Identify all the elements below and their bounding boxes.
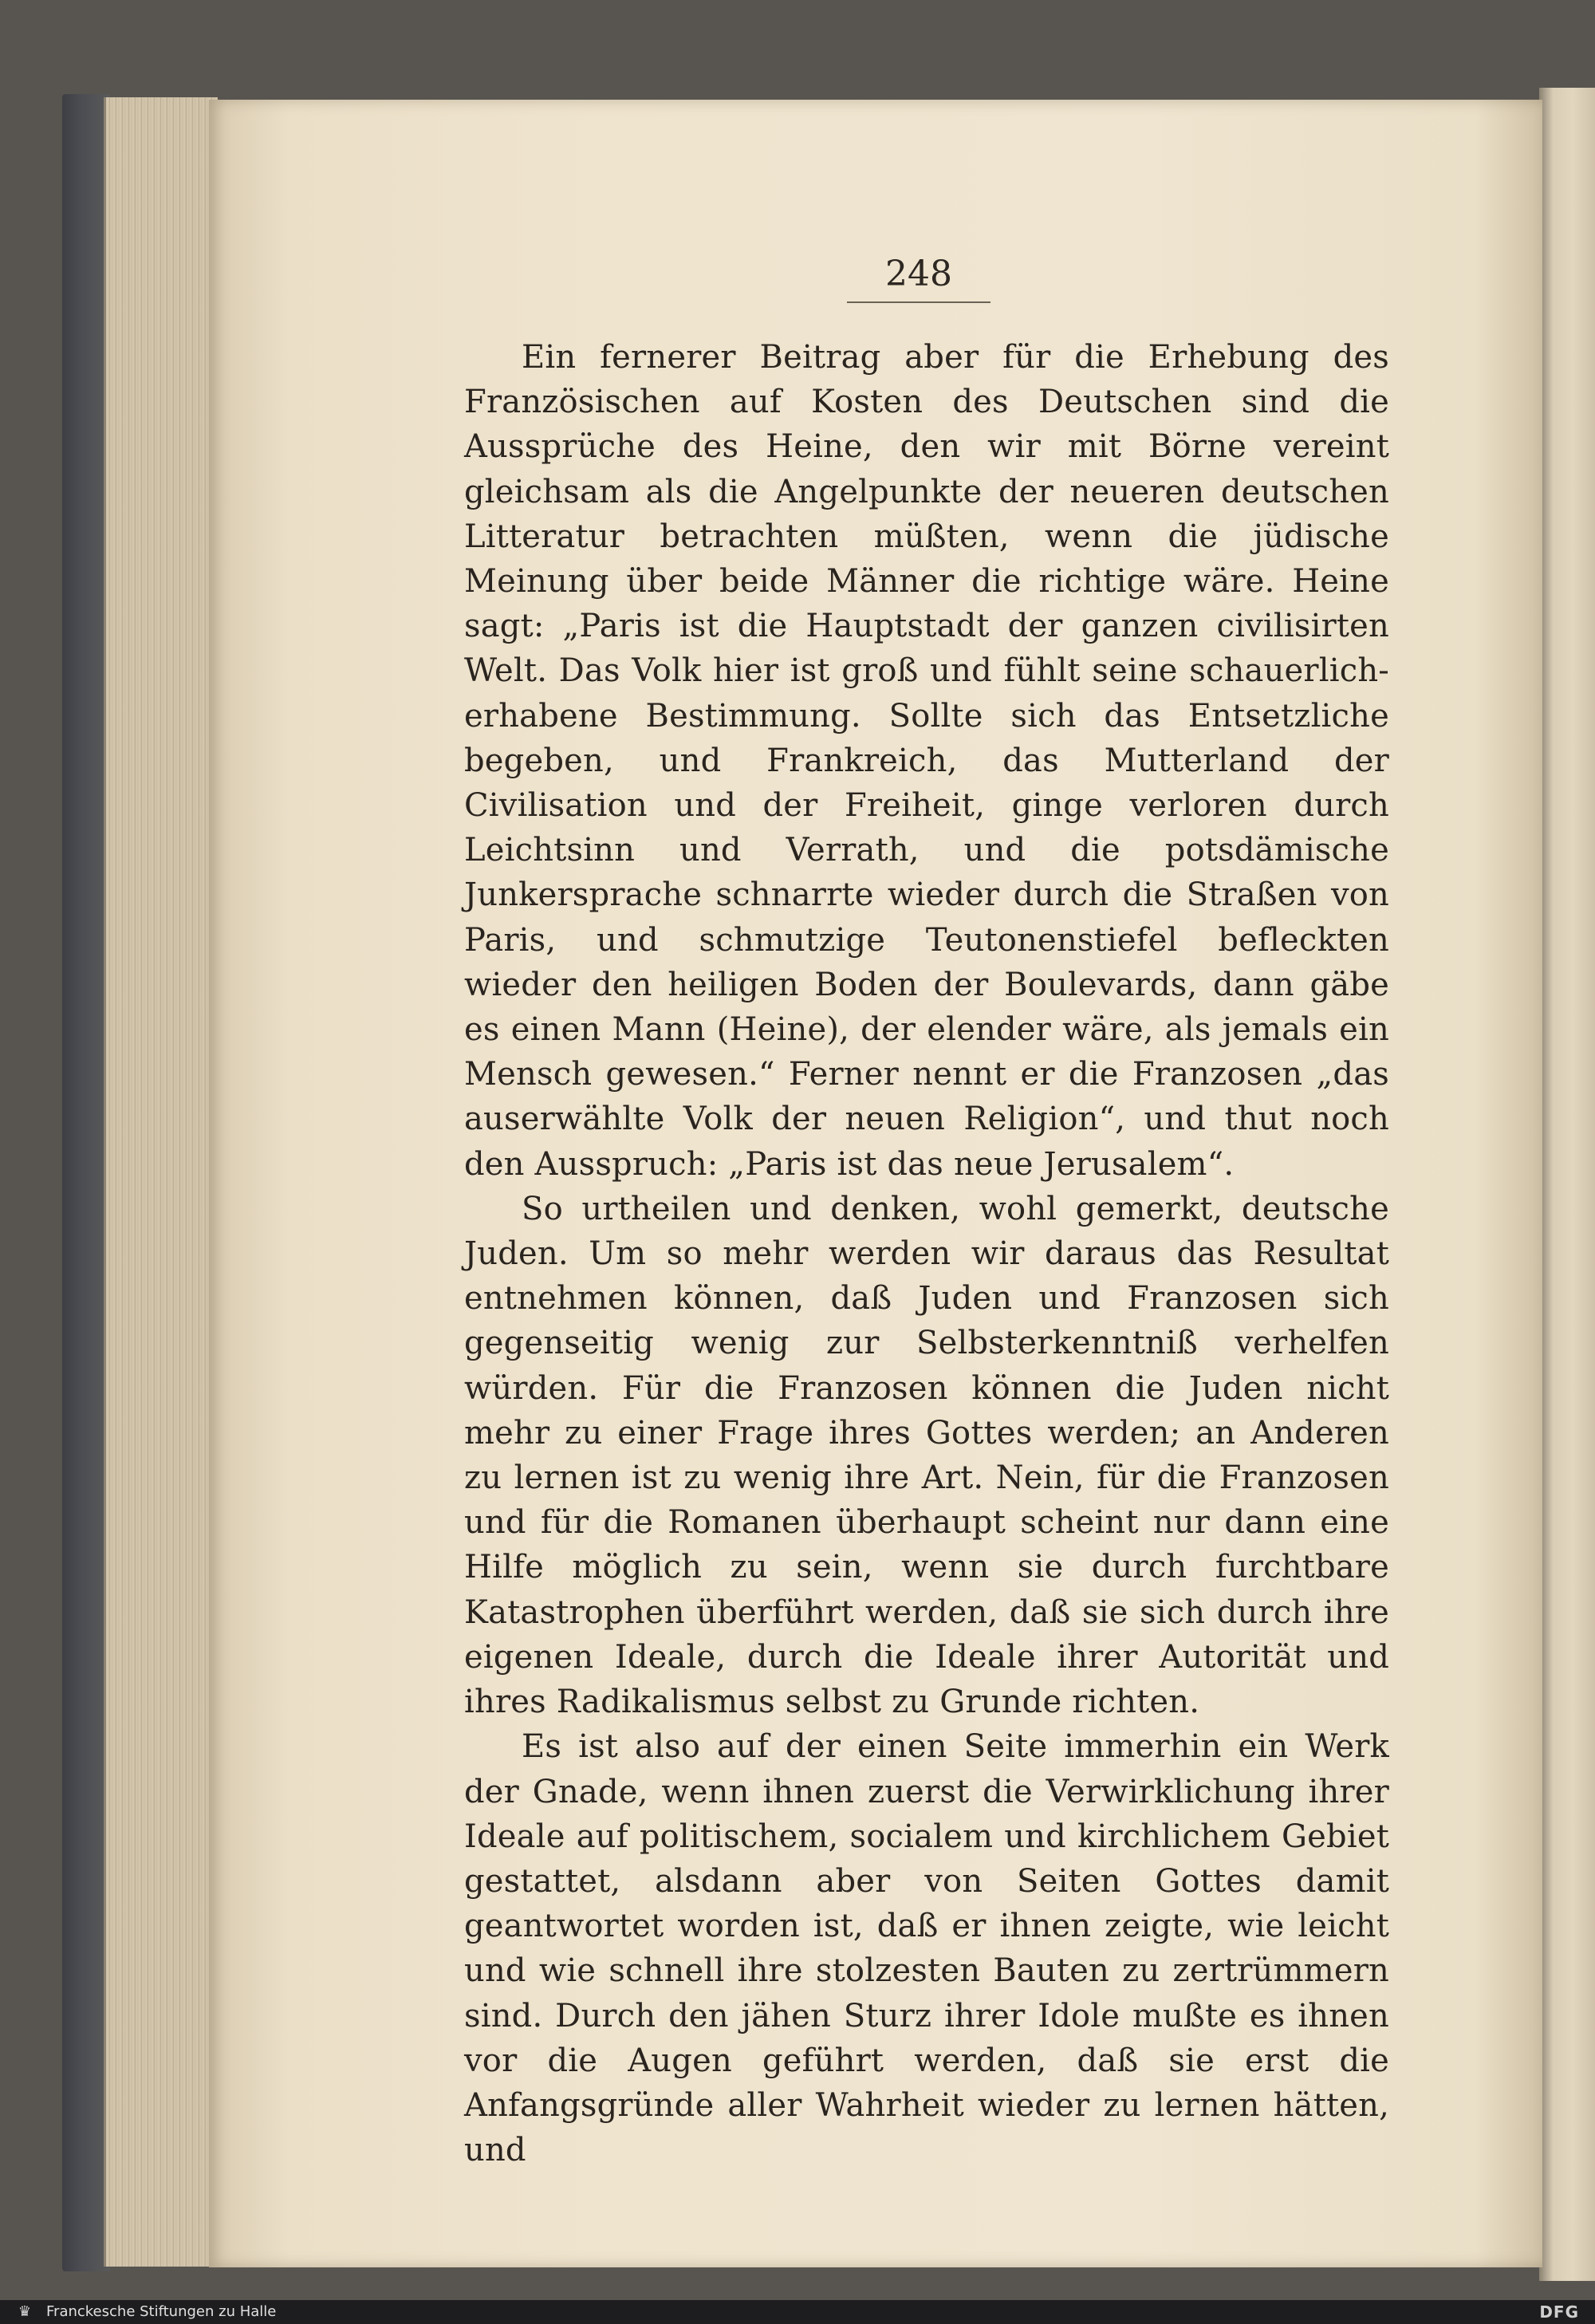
- page-number-rule: [847, 301, 990, 303]
- footer-institution-label: Franckesche Stiftungen zu Halle: [46, 2303, 277, 2320]
- page-number: 248: [885, 254, 952, 294]
- paragraph-2: So urtheilen und denken, wohl gemerkt, deutsche Juden. Um so mehr werden wir daraus das Resultat entnehmen können, daß Juden und Franzosen sich gegenseitig wenig zur Selbsterkenntniß verhelfen würden. Für die Franzosen können die Juden nicht mehr zu einer Frage ihres Gottes werden; an Anderen zu lernen ist zu wenig ihre Art. Nein, für die Franzosen und für die Romanen überhaupt scheint nur dann eine Hilfe möglich zu sein, wenn sie durch furchtbare Katastrophen überführt werden, daß sie sich durch ihre eigenen Ideale, durch die Ideale ihrer Autorität und ihres Radikalismus selbst zu Grunde richten.: [464, 1190, 1389, 1721]
- footer-dfg-logo: DFG: [1539, 2302, 1579, 2322]
- book-cover-edge: [62, 94, 110, 2271]
- footer-bar: [0, 2300, 1595, 2324]
- institution-seal-icon: ♛: [18, 2303, 32, 2320]
- book-page-edges: [104, 97, 218, 2267]
- paragraph-1: Ein fernerer Beitrag aber für die Erhebung des Französischen auf Kosten des Deutschen sind die Aussprüche des Heine, den wir mit Börne vereint gleichsam als die Angelpunkte der neueren deutschen Litteratur betrachten müßten, wenn die jüdische Meinung über beide Männer die richtige wäre. Heine sagt: „Paris ist die Hauptstadt der ganzen civilisirten Welt. Das Volk hier ist groß und fühlt seine schauerlich-erhabene Bestimmung. Sollte sich das Entsetzliche begeben, und Frankreich, das Mutterland der Civilisation und der Freiheit, ginge verloren durch Leichtsinn und Verrath, und die potsdämische Junkersprache schnarrte wieder durch die Straßen von Paris, und schmutzige Teutonenstiefel befleckten wieder den heiligen Boden der Boulevards, dann gäbe es einen Mann (Heine), der elender wäre, als jemals ein Mensch gewesen.“ Ferner nennt er die Franzosen „das auserwählte Volk der neuen Religion“, und thut noch den Ausspruch: „Paris ist das neue Jerusalem“.: [464, 339, 1389, 1183]
- paragraph-3: Es ist also auf der einen Seite immerhin ein Werk der Gnade, wenn ihnen zuerst die Verwirklichung ihrer Ideale auf politischem, socialem und kirchlichem Gebiet gestattet, alsdann aber von Seiten Gottes damit geantwortet worden ist, daß er ihnen zeigte, wie leicht und wie schnell ihre stolzesten Bauten zu zertrümmern sind. Durch den jähen Sturz ihrer Idole mußte es ihnen vor die Augen geführt werden, daß sie erst die Anfangsgründe aller Wahrheit wieder zu lernen hätten, und: [464, 1728, 1389, 2169]
- page-text: [464, 335, 1389, 2172]
- next-page-edge: [1539, 88, 1595, 2281]
